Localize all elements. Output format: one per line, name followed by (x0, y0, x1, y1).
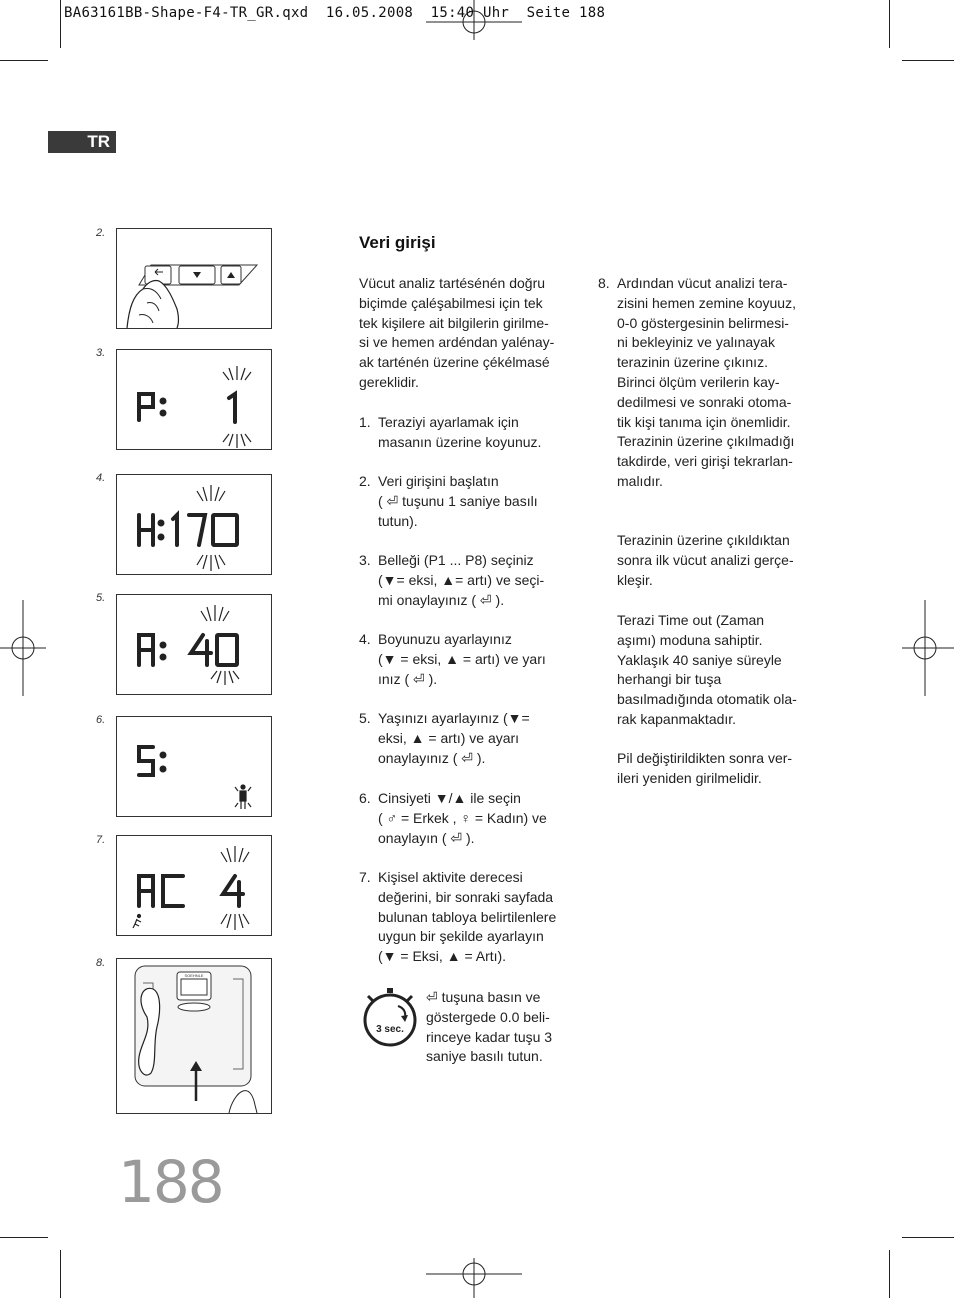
text-line: değerini, bir sonraki sayfada (378, 888, 554, 905)
text-line: Belleği (P1 ... P8) seçiniz (378, 552, 534, 568)
step-8 (598, 274, 813, 492)
lcd-h170-illustration (117, 475, 271, 574)
runner-icon (133, 915, 141, 929)
step-number: 6. (359, 790, 371, 806)
registration-mark (0, 600, 46, 696)
crop-mark (0, 60, 48, 61)
text-line: Cinsiyeti ▼/▲ ile seçin (378, 790, 521, 806)
text-line: ak tarténén üzerine çékélmasé (359, 354, 550, 371)
step-number: 1. (359, 414, 371, 430)
text-line: Kişisel aktivite derecesi (378, 869, 523, 885)
lcd-display-profile (116, 349, 272, 450)
crop-mark (0, 1237, 48, 1238)
text-line: rinceye kadar tuşu 3 (426, 1028, 553, 1045)
text-line: masanın üzerine koyunuz. (378, 433, 542, 450)
text-line: dedilmesi ve sonraki otoma- (617, 393, 792, 410)
text-line: ( ⏎ tuşunu 1 saniye basılı (378, 492, 538, 509)
text-line: zisini hemen zemine koyuuz, (617, 294, 796, 311)
text-line: takdirde, veri girişi tekrarlan- (617, 453, 793, 470)
text-line: uygun bir şekilde ayarlayın (378, 928, 544, 945)
text-line: Yaşınızı ayarlayınız (▼= (378, 710, 530, 726)
step-number: 4. (359, 631, 371, 647)
step-2 (359, 472, 574, 531)
text-line: Teraziyi ayarlamak için (378, 414, 519, 430)
text-line: Terazinin üzerine çıkılmadığı (617, 433, 795, 450)
text-line: Birinci ölçüm verilerin kay- (617, 373, 780, 390)
lcd-display-height (116, 474, 272, 575)
text-line: basılmadığında otomatik ola- (617, 691, 797, 708)
lcd-ac4-illustration (117, 836, 271, 935)
intro-paragraph (359, 274, 574, 393)
step-1 (359, 413, 574, 453)
text-line: (▼= eksi, ▲= artı) ve seçi- (378, 571, 545, 588)
text-line: tek kişilere ait bilgilerin girilme- (359, 314, 549, 331)
print-header: BA63161BB-Shape-F4-TR_GR.qxd 16.05.2008 15:40 Uhr Seite 188 (64, 5, 606, 21)
crop-mark (60, 1250, 61, 1298)
stopwatch-icon (360, 988, 420, 1050)
step-5 (359, 709, 574, 768)
page-number: 188 (118, 1148, 223, 1216)
text-line: Boyunuzu ayarlayınız (378, 631, 512, 647)
text-line: ni bekleyiniz ve yalınayak (617, 334, 775, 351)
text-line: ⏎ tuşuna basın ve (426, 989, 541, 1005)
lcd-display-activity (116, 835, 272, 936)
step-number: 2. (359, 473, 371, 489)
text-line: ileri yeniden girilmelidir. (617, 769, 762, 786)
step-3 (359, 551, 574, 610)
text-line: Pil değiştirildikten sonra ver- (617, 750, 793, 766)
text-line: Vücut analiz tartésénén doğru (359, 275, 546, 291)
figure-number: 4. (96, 472, 106, 484)
text-line: terazinin üzerine çıkınız. (617, 354, 768, 371)
step-7 (359, 868, 574, 967)
text-line: (▼ = eksi, ▲ = artı) ve yarı (378, 650, 546, 667)
text-line: herhangi bir tuşa (617, 671, 722, 688)
figure-scale (116, 958, 272, 1114)
text-line: eksi, ▲ = artı) ve ayarı (378, 729, 520, 746)
figure-buttons (116, 228, 272, 329)
step-6 (359, 789, 574, 848)
note-timeout (617, 611, 817, 730)
text-line: ( ♂ = Erkek , ♀ = Kadın) ve (378, 809, 547, 826)
text-line: Terazi Time out (Zaman (617, 612, 765, 628)
text-line: onaylayınız ( ⏎ ). (378, 749, 486, 766)
step-number: 7. (359, 869, 371, 885)
crop-mark (60, 0, 61, 48)
crop-mark (902, 60, 954, 61)
figure-number: 3. (96, 347, 106, 359)
text-line: gereklidir. (359, 373, 419, 390)
crop-mark (902, 1237, 954, 1238)
text-line: saniye basılı tutun. (426, 1048, 543, 1065)
scale-illustration (117, 959, 271, 1113)
registration-mark (902, 600, 954, 696)
step-number: 3. (359, 552, 371, 568)
text-line: onaylayın ( ⏎ ). (378, 829, 475, 846)
text-line: kleşir. (617, 571, 653, 588)
language-tab: TR (48, 131, 116, 153)
text-line: göstergede 0.0 beli- (426, 1008, 550, 1025)
text-line: tutun). (378, 512, 418, 529)
text-line: bulunan tabloya belirtilenlere (378, 908, 557, 925)
section-title: Veri girişi (359, 233, 436, 252)
text-line: (▼ = Eksi, ▲ = Artı). (378, 948, 507, 965)
figure-number: 7. (96, 834, 106, 846)
timer-label: 3 sec. (376, 1024, 404, 1035)
text-line: biçimde çaléşabilmesi için tek (359, 294, 543, 311)
male-icon (235, 785, 251, 809)
figure-number: 5. (96, 592, 106, 604)
scale-brand: SOEHNLE (184, 973, 204, 978)
registration-mark (426, 1258, 522, 1298)
lcd-display-age (116, 594, 272, 695)
figure-number: 2. (96, 227, 106, 239)
figure-number: 8. (96, 957, 106, 969)
text-line: Ardından vücut analizi tera- (617, 275, 788, 291)
timer-instruction (426, 988, 576, 1067)
text-line: Terazinin üzerine çıkıldıktan (617, 532, 790, 548)
buttons-illustration (117, 229, 271, 328)
text-line: si ve hemen ardéndan yalénay- (359, 334, 555, 351)
step-number: 8. (598, 275, 610, 291)
text-line: 0-0 göstergesinin belirmesi- (617, 314, 789, 331)
lcd-display-sex (116, 716, 272, 817)
text-line: rak kapanmaktadır. (617, 710, 737, 727)
figure-number: 6. (96, 714, 106, 726)
text-line: Yaklaşık 40 saniye süreyle (617, 651, 782, 668)
note-first-analysis (617, 531, 817, 590)
lcd-s-illustration (117, 717, 271, 816)
text-line: mi onaylayınız ( ⏎ ). (378, 591, 505, 608)
text-line: aşımı) moduna sahiptir. (617, 631, 763, 648)
note-battery (617, 749, 817, 789)
text-line: malıdır. (617, 472, 663, 489)
step-number: 5. (359, 710, 371, 726)
crop-mark (889, 0, 890, 48)
text-line: Veri girişini başlatın (378, 473, 499, 489)
crop-mark (889, 1250, 890, 1298)
step-4 (359, 630, 574, 689)
lcd-p1-illustration (117, 350, 271, 449)
text-line: ınız ( ⏎ ). (378, 670, 438, 687)
text-line: sonra ilk vücut analizi gerçe- (617, 551, 794, 568)
lcd-a40-illustration (117, 595, 271, 694)
text-line: tik kişi tanıma için önemlidir. (617, 413, 791, 430)
